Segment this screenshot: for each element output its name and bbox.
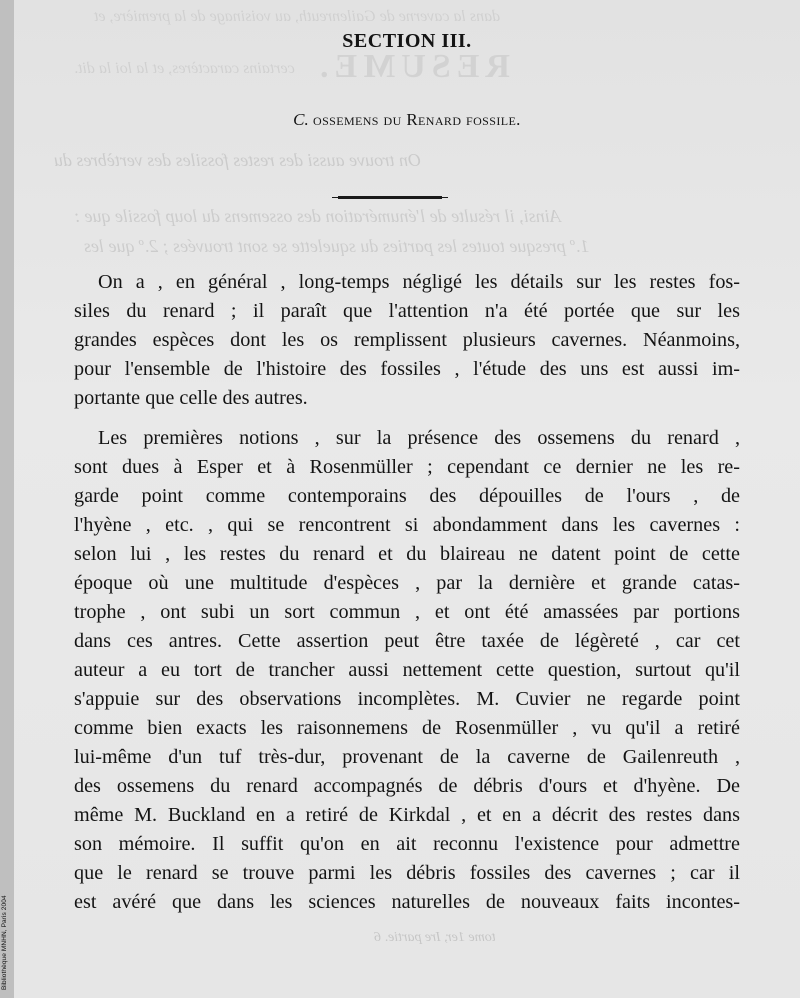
text-line: est avéré que dans les sciences naturelles de nouveaux faits incontes- [74, 891, 740, 913]
text-line: portante que celle des autres. [74, 387, 308, 409]
scan-margin [0, 0, 14, 998]
text-line: pour l'ensemble de l'histoire des fossiles , l'étude des uns est aussi im- [74, 358, 740, 380]
bleed-through: 1.º presque toutes les parties du squelette se sont trouvées ; 2.º que les [84, 236, 590, 256]
text-line: On a , en général , long-temps négligé les détails sur les restes fos- [98, 271, 740, 293]
text-line: époque où une multitude d'espèces , par la dernière et grande catas- [74, 572, 740, 594]
text-line: l'hyène , etc. , qui se rencontrent si abondamment dans les cavernes : [74, 514, 740, 536]
ornamental-rule [338, 196, 442, 199]
text-line: s'appuie sur des observations incomplètes. M. Cuvier ne regarde point [74, 688, 740, 710]
text-line: même M. Buckland en a retiré de Kirkdal , et en a décrit des restes dans [74, 804, 740, 826]
section-title: SECTION III. [342, 30, 472, 52]
bleed-through: certains caractères, et la loi la dit. [74, 60, 295, 77]
text-line: siles du renard ; il paraît que l'attention n'a été portée que sur les [74, 300, 740, 322]
subtitle-letter: C. [293, 110, 309, 129]
text-line: comme bien exacts les raisonnemens de Rosenmüller , vu qu'il a retiré [74, 717, 740, 739]
text-line: son mémoire. Il suffit qu'on en ait reconnu l'existence pour admettre [74, 833, 740, 855]
text-line: trophe , ont subi un sort commun , et ont été amassées par portions [74, 601, 740, 623]
bleed-through: tome 1er, Ire partie. 6 [374, 930, 496, 945]
bleed-through: On trouve aussi des restes fossiles des vertèbres du [54, 150, 421, 170]
text-line: grandes espèces dont les os remplissent plusieurs cavernes. Néanmoins, [74, 329, 740, 351]
text-line: lui-même d'un tuf très-dur, provenant de la caverne de Gailenreuth , [74, 746, 740, 768]
bleed-through: RESUME. [314, 48, 510, 85]
paragraph-1 [74, 268, 740, 413]
library-credit: Bibliothèque MNHN, Paris 2004 [1, 895, 8, 990]
text-line: dans ces antres. Cette assertion peut être taxée de légèreté , car cet [74, 630, 740, 652]
bleed-through: Ainsi, il résulte de l'énumération des ossemens du loup fossile que : [74, 206, 561, 226]
text-line: des ossemens du renard accompagnés de débris d'ours et d'hyène. De [74, 775, 740, 797]
subtitle-text: ossemens du Renard fossile. [313, 110, 521, 129]
text-line: Les premières notions , sur la présence des ossemens du renard , [98, 427, 740, 449]
text-line: que le renard se trouve parmi les débris fossiles des cavernes ; car il [74, 862, 740, 884]
text-line: auteur a eu tort de trancher aussi nettement cette question, surtout qu'il [74, 659, 740, 681]
paragraph-2 [74, 424, 740, 917]
bleed-through: dans la caverne de Gailenreuth, au voisinage de la première, et [94, 8, 501, 25]
book-page [14, 0, 800, 998]
text-line: garde point comme contemporains des dépouilles de l'ours , de [74, 485, 740, 507]
text-line: selon lui , les restes du renard et du blaireau ne datent point de cette [74, 543, 740, 565]
text-line: sont dues à Esper et à Rosenmüller ; cependant ce dernier ne les re- [74, 456, 740, 478]
section-subtitle [14, 110, 800, 130]
